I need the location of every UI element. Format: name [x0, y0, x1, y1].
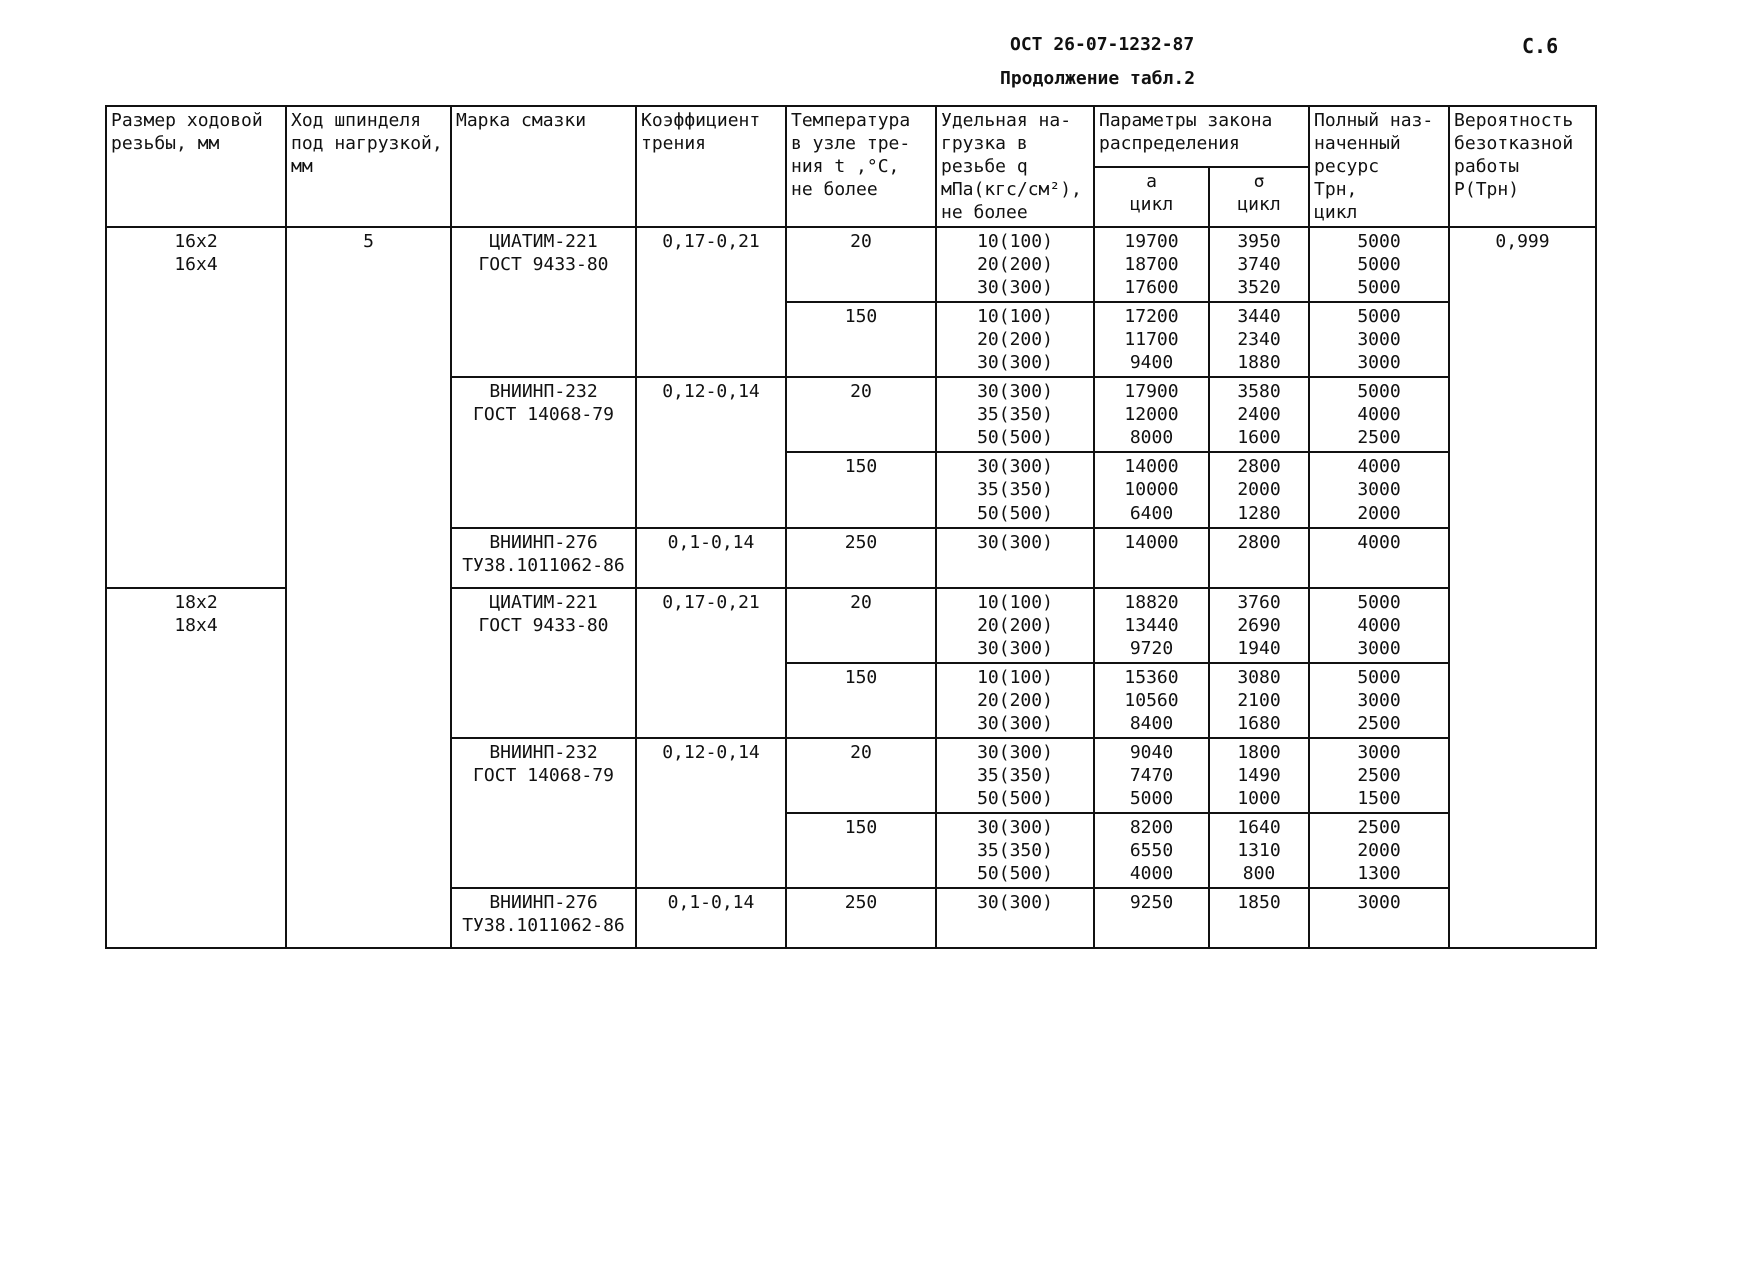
param-a-cell-lines [1099, 666, 1204, 735]
param-a-cell-line: 7470 [1129, 764, 1174, 786]
grease-brand-cell-lines [456, 380, 631, 426]
param-a-cell [1094, 227, 1209, 302]
load-cell-line: 20(200) [977, 254, 1053, 276]
load-cell-line: 35(350) [977, 479, 1053, 501]
resource-cell [1309, 888, 1449, 948]
load-cell-line: 20(200) [977, 689, 1053, 711]
grease-brand-cell-lines [456, 230, 631, 276]
load-cell-line: 30(300) [977, 277, 1053, 299]
thread-size-cell [106, 588, 286, 948]
resource-cell-line: 2500 [1357, 764, 1401, 786]
param-sigma-cell-line: 1940 [1237, 637, 1281, 659]
friction-cell: 0,1-0,14 [636, 888, 786, 948]
grease-brand-cell-lines [456, 531, 631, 577]
param-sigma-cell-line: 3740 [1237, 254, 1281, 276]
resource-cell-line: 3000 [1357, 479, 1401, 501]
header-row [106, 106, 1596, 167]
param-a-cell [1094, 813, 1209, 888]
load-cell-line: 50(500) [977, 862, 1053, 884]
param-a-cell-lines [1099, 305, 1204, 374]
param-a-cell-line: 9720 [1129, 637, 1174, 659]
param-sigma-cell-lines [1214, 666, 1304, 735]
param-a-cell-lines [1099, 891, 1204, 914]
resource-cell-line: 3000 [1357, 689, 1401, 711]
friction-cell: 0,17-0,21 [636, 588, 786, 738]
header-friction-coefficient-line: трения [641, 133, 707, 155]
load-cell-lines [941, 305, 1089, 374]
grease-brand-cell-line: ВНИИНП-276 [489, 891, 598, 913]
param-a-cell [1094, 888, 1209, 948]
header-assigned-resource-line: Трн, [1314, 179, 1358, 201]
param-sigma-cell-lines [1214, 230, 1304, 299]
param-a-cell-line: 18820 [1124, 591, 1179, 613]
load-cell-line: 50(500) [977, 427, 1053, 449]
header-temperature-line: ния t ,°C, [791, 156, 900, 178]
param-a-cell-line: 11700 [1124, 329, 1179, 351]
grease-brand-cell-line: ГОСТ 9433-80 [478, 254, 609, 276]
grease-brand-cell [451, 588, 636, 738]
header-temperature-line: не более [791, 179, 878, 201]
param-a-cell [1094, 377, 1209, 452]
resource-cell-line: 2000 [1357, 839, 1401, 861]
load-cell-line: 10(100) [977, 591, 1053, 613]
param-sigma-cell-line: 1640 [1237, 816, 1281, 838]
param-sigma-cell [1209, 227, 1309, 302]
resource-cell-line: 2000 [1357, 502, 1401, 524]
thread-size-cell-lines [111, 230, 281, 276]
friction-cell: 0,1-0,14 [636, 528, 786, 588]
load-cell [936, 813, 1094, 888]
header-spindle-stroke-lines [291, 109, 446, 178]
grease-brand-cell-line: ГОСТ 14068-79 [473, 404, 614, 426]
resource-cell-line: 5000 [1357, 591, 1401, 613]
header-assigned-resource-line: Полный наз- [1314, 110, 1434, 131]
header-assigned-resource-line: наченный [1314, 133, 1401, 155]
load-cell [936, 377, 1094, 452]
resource-cell [1309, 528, 1449, 588]
grease-brand-cell [451, 227, 636, 377]
resource-cell [1309, 302, 1449, 377]
param-sigma-cell-lines [1214, 816, 1304, 885]
temperature-cell: 20 [786, 588, 936, 663]
param-a-cell-line: 17900 [1124, 381, 1179, 403]
header-spindle-stroke-line: под нагрузкой, [291, 133, 443, 155]
param-a-cell-line: 6550 [1129, 839, 1174, 861]
grease-brand-cell-line: ТУ38.1011062-86 [462, 914, 625, 936]
param-a-cell-line: 14000 [1124, 456, 1179, 478]
grease-brand-cell-line: ГОСТ 9433-80 [478, 614, 609, 636]
resource-cell-lines [1314, 591, 1444, 660]
temperature-cell: 20 [786, 377, 936, 452]
friction-cell: 0,12-0,14 [636, 377, 786, 527]
grease-brand-cell-line: ТУ38.1011062-86 [462, 554, 625, 576]
param-a-cell-line: 10000 [1124, 479, 1179, 501]
header-temperature-line: в узле тре- [791, 133, 911, 155]
resource-cell-line: 3000 [1357, 352, 1401, 374]
param-sigma-cell-line: 1800 [1237, 741, 1281, 763]
header-reliability-probability-line: безотказной [1454, 133, 1574, 155]
load-cell-line: 30(300) [977, 637, 1053, 659]
load-cell-line: 30(300) [977, 891, 1053, 913]
resource-cell-line: 2500 [1357, 712, 1401, 734]
param-sigma-cell-line: 1600 [1237, 427, 1281, 449]
header-param-a-line: а [1146, 170, 1157, 192]
resource-cell-line: 5000 [1357, 666, 1401, 688]
param-sigma-cell-line: 1310 [1237, 839, 1281, 861]
load-cell-line: 30(300) [977, 352, 1053, 374]
header-friction-coefficient-lines [641, 109, 781, 155]
param-sigma-cell [1209, 452, 1309, 527]
header-spindle-stroke-line: Ход шпинделя [291, 110, 422, 131]
header-friction-coefficient-line: Коэффициент [641, 110, 761, 131]
header-reliability-probability-line: Вероятность [1454, 110, 1574, 131]
header-param-sigma-line: σ [1253, 170, 1265, 192]
probability-cell: 0,999 [1449, 227, 1596, 948]
header-specific-load-line: грузка в [941, 133, 1028, 155]
header-reliability-probability-line: Р(Трн) [1454, 179, 1520, 201]
header-specific-load [936, 106, 1094, 227]
param-sigma-cell-line: 3440 [1237, 306, 1281, 328]
load-cell [936, 227, 1094, 302]
resource-cell-lines [1314, 891, 1444, 914]
load-cell [936, 738, 1094, 813]
header-assigned-resource-line: цикл [1314, 202, 1358, 224]
thread-size-cell-line: 16х4 [174, 254, 218, 276]
resource-cell-lines [1314, 531, 1444, 554]
param-a-cell-lines [1099, 380, 1204, 449]
param-sigma-cell [1209, 663, 1309, 738]
param-sigma-cell-line: 1280 [1237, 502, 1281, 524]
grease-brand-cell-lines [456, 741, 631, 787]
header-assigned-resource-line: ресурс [1314, 156, 1380, 178]
friction-cell: 0,12-0,14 [636, 738, 786, 888]
header-thread-size-lines [111, 109, 281, 155]
param-a-cell-lines [1099, 230, 1204, 299]
thread-size-cell-line: 18х2 [174, 591, 218, 613]
resource-cell-line: 3000 [1357, 741, 1401, 763]
resource-cell-line: 4000 [1357, 456, 1401, 478]
temperature-cell: 250 [786, 888, 936, 948]
resource-cell [1309, 813, 1449, 888]
load-cell-lines [941, 741, 1089, 810]
resource-cell-lines [1314, 666, 1444, 735]
load-cell-line: 35(350) [977, 839, 1053, 861]
header-reliability-probability-lines [1454, 109, 1591, 201]
document-code: ОСТ 26-07-1232-87 [1010, 34, 1195, 55]
resource-cell-lines [1314, 380, 1444, 449]
param-sigma-cell-line: 3760 [1237, 591, 1281, 613]
header-spindle-stroke [286, 106, 451, 227]
param-a-cell [1094, 452, 1209, 527]
resource-cell [1309, 227, 1449, 302]
header-thread-size [106, 106, 286, 227]
resource-cell-line: 1500 [1357, 787, 1401, 809]
resource-cell-line: 5000 [1357, 277, 1401, 299]
param-sigma-cell-line: 2000 [1237, 479, 1281, 501]
table-continuation-caption: Продолжение табл.2 [1000, 68, 1196, 89]
header-friction-coefficient [636, 106, 786, 227]
resource-cell-lines [1314, 455, 1444, 524]
param-a-cell-line: 19700 [1124, 231, 1179, 253]
param-a-cell [1094, 588, 1209, 663]
param-a-cell-line: 8400 [1129, 712, 1174, 734]
temperature-cell: 20 [786, 227, 936, 302]
param-a-cell-line: 15360 [1124, 666, 1179, 688]
load-cell-line: 30(300) [977, 816, 1053, 838]
header-specific-load-lines [941, 109, 1089, 224]
resource-cell-line: 5000 [1357, 381, 1401, 403]
param-a-cell-line: 13440 [1124, 614, 1179, 636]
param-sigma-cell-line: 1000 [1237, 787, 1281, 809]
header-thread-size-line: Размер ходовой [111, 110, 263, 131]
header-param-sigma-lines [1214, 170, 1304, 216]
param-sigma-cell-line: 1880 [1237, 352, 1281, 374]
header-distribution-params [1094, 106, 1309, 167]
load-cell-line: 30(300) [977, 741, 1053, 763]
load-cell-line: 10(100) [977, 306, 1053, 328]
resource-cell-lines [1314, 230, 1444, 299]
grease-brand-cell-line: ВНИИНП-232 [489, 741, 598, 763]
resource-cell [1309, 377, 1449, 452]
resource-cell-line: 4000 [1357, 404, 1401, 426]
load-cell-lines [941, 380, 1089, 449]
param-sigma-cell-lines [1214, 741, 1304, 810]
load-cell-line: 20(200) [977, 614, 1053, 636]
load-cell [936, 588, 1094, 663]
header-temperature-line: Температура [791, 110, 911, 131]
header-param-sigma [1209, 167, 1309, 228]
param-sigma-cell [1209, 302, 1309, 377]
resource-cell-line: 2500 [1357, 427, 1401, 449]
param-sigma-cell-line: 2340 [1237, 329, 1281, 351]
param-a-cell-line: 17600 [1124, 277, 1179, 299]
param-sigma-cell-line: 3580 [1237, 381, 1281, 403]
page-number: С.6 [1522, 34, 1559, 58]
param-a-cell-line: 8200 [1129, 816, 1174, 838]
load-cell-lines [941, 816, 1089, 885]
param-sigma-cell-lines [1214, 380, 1304, 449]
param-sigma-cell [1209, 813, 1309, 888]
header-specific-load-line: резьбе q [941, 156, 1028, 178]
param-sigma-cell-lines [1214, 591, 1304, 660]
spindle-stroke-cell: 5 [286, 227, 451, 948]
param-a-cell-lines [1099, 816, 1204, 885]
load-cell-lines [941, 455, 1089, 524]
param-a-cell [1094, 663, 1209, 738]
header-distribution-params-line: Параметры закона [1099, 110, 1273, 131]
param-sigma-cell [1209, 588, 1309, 663]
resource-cell-line: 1300 [1357, 862, 1401, 884]
load-cell-lines [941, 591, 1089, 660]
load-cell [936, 663, 1094, 738]
resource-cell-line: 2500 [1357, 816, 1401, 838]
param-sigma-cell-lines [1214, 305, 1304, 374]
header-reliability-probability [1449, 106, 1596, 227]
load-cell-lines [941, 531, 1089, 554]
grease-brand-cell-lines [456, 591, 631, 637]
param-a-cell-line: 9250 [1129, 891, 1174, 913]
param-a-cell-line: 9400 [1129, 352, 1174, 374]
resource-cell [1309, 663, 1449, 738]
resource-cell-line: 4000 [1357, 614, 1401, 636]
param-a-cell-line: 14000 [1124, 531, 1179, 553]
header-distribution-params-lines [1099, 109, 1304, 155]
grease-brand-cell [451, 528, 636, 588]
load-cell-line: 35(350) [977, 764, 1053, 786]
grease-brand-cell-line: ЦИАТИМ-221 [489, 591, 598, 613]
param-sigma-cell-line: 2100 [1237, 689, 1281, 711]
resource-cell [1309, 588, 1449, 663]
param-a-cell [1094, 302, 1209, 377]
header-spindle-stroke-line: мм [291, 156, 313, 178]
header-param-a [1094, 167, 1209, 228]
resource-cell-lines [1314, 741, 1444, 810]
resource-cell [1309, 738, 1449, 813]
param-a-cell-line: 6400 [1129, 502, 1174, 524]
param-a-cell-lines [1099, 591, 1204, 660]
param-sigma-cell-lines [1214, 531, 1304, 554]
header-param-a-line: цикл [1129, 193, 1174, 215]
load-cell-line: 10(100) [977, 231, 1053, 253]
param-sigma-cell-line: 800 [1242, 862, 1276, 884]
resource-cell [1309, 452, 1449, 527]
header-temperature-lines [791, 109, 931, 201]
header-grease-brand-line: Марка смазки [456, 110, 587, 131]
param-a-cell-lines [1099, 741, 1204, 810]
thread-size-cell-line: 16х2 [174, 231, 218, 253]
param-a-cell-lines [1099, 531, 1204, 554]
load-cell-line: 20(200) [977, 329, 1053, 351]
header-reliability-probability-line: работы [1454, 156, 1520, 178]
load-cell [936, 888, 1094, 948]
thread-size-cell-lines [111, 591, 281, 637]
grease-brand-cell [451, 888, 636, 948]
friction-cell: 0,17-0,21 [636, 227, 786, 377]
param-sigma-cell-lines [1214, 891, 1304, 914]
param-sigma-cell-line: 1850 [1237, 891, 1281, 913]
param-sigma-cell-line: 3520 [1237, 277, 1281, 299]
resource-cell-line: 5000 [1357, 306, 1401, 328]
table-row [106, 227, 1596, 302]
resource-cell-line: 5000 [1357, 254, 1401, 276]
load-cell [936, 528, 1094, 588]
temperature-cell: 150 [786, 302, 936, 377]
param-a-cell [1094, 738, 1209, 813]
lubrication-reliability-table [105, 105, 1597, 949]
param-a-cell-line: 12000 [1124, 404, 1179, 426]
load-cell-line: 30(300) [977, 531, 1053, 553]
grease-brand-cell-line: ВНИИНП-232 [489, 381, 598, 403]
param-sigma-cell-line: 3950 [1237, 231, 1281, 253]
header-param-sigma-line: цикл [1237, 193, 1281, 215]
load-cell-line: 50(500) [977, 502, 1053, 524]
param-sigma-cell [1209, 738, 1309, 813]
param-sigma-cell-line: 1680 [1237, 712, 1281, 734]
param-sigma-cell-line: 1490 [1237, 764, 1281, 786]
load-cell-line: 35(350) [977, 404, 1053, 426]
load-cell [936, 452, 1094, 527]
param-sigma-cell [1209, 528, 1309, 588]
grease-brand-cell-line: ВНИИНП-276 [489, 531, 598, 553]
header-assigned-resource [1309, 106, 1449, 227]
load-cell-line: 50(500) [977, 787, 1053, 809]
resource-cell-line: 3000 [1357, 329, 1401, 351]
resource-cell-line: 3000 [1357, 637, 1401, 659]
param-sigma-cell-line: 2400 [1237, 404, 1281, 426]
resource-cell-line: 4000 [1357, 531, 1401, 553]
thread-size-cell [106, 227, 286, 587]
header-thread-size-line: резьбы, мм [111, 133, 220, 155]
param-a-cell [1094, 528, 1209, 588]
header-temperature [786, 106, 936, 227]
param-a-cell-line: 10560 [1124, 689, 1179, 711]
grease-brand-cell-line: ЦИАТИМ-221 [489, 231, 598, 253]
resource-cell-lines [1314, 305, 1444, 374]
header-distribution-params-line: распределения [1099, 133, 1240, 155]
temperature-cell: 150 [786, 813, 936, 888]
param-a-cell-line: 17200 [1124, 306, 1179, 328]
load-cell-line: 10(100) [977, 666, 1053, 688]
header-assigned-resource-lines [1314, 109, 1444, 224]
param-sigma-cell [1209, 377, 1309, 452]
load-cell-line: 30(300) [977, 381, 1053, 403]
grease-brand-cell [451, 738, 636, 888]
thread-size-cell-line: 18х4 [174, 614, 218, 636]
grease-brand-cell [451, 377, 636, 527]
param-a-cell-line: 5000 [1129, 787, 1174, 809]
resource-cell-lines [1314, 816, 1444, 885]
param-a-cell-line: 4000 [1129, 862, 1174, 884]
load-cell-line: 30(300) [977, 712, 1053, 734]
load-cell-lines [941, 230, 1089, 299]
resource-cell-line: 3000 [1357, 891, 1401, 913]
header-specific-load-line: Удельная на- [941, 110, 1072, 131]
param-sigma-cell-line: 2800 [1237, 531, 1281, 553]
grease-brand-cell-lines [456, 891, 631, 937]
temperature-cell: 250 [786, 528, 936, 588]
temperature-cell: 20 [786, 738, 936, 813]
load-cell-lines [941, 891, 1089, 914]
header-param-a-lines [1099, 170, 1204, 216]
temperature-cell: 150 [786, 663, 936, 738]
param-sigma-cell-line: 2690 [1237, 614, 1281, 636]
grease-brand-cell-line: ГОСТ 14068-79 [473, 764, 614, 786]
param-a-cell-lines [1099, 455, 1204, 524]
header-specific-load-line: мПа(кгс/см²), [941, 179, 1082, 201]
header-specific-load-line: не более [941, 202, 1028, 224]
temperature-cell: 150 [786, 452, 936, 527]
load-cell-lines [941, 666, 1089, 735]
param-a-cell-line: 18700 [1124, 254, 1179, 276]
load-cell [936, 302, 1094, 377]
header-grease-brand-lines [456, 109, 631, 132]
param-sigma-cell-line: 2800 [1237, 456, 1281, 478]
param-sigma-cell-line: 3080 [1237, 666, 1281, 688]
header-grease-brand [451, 106, 636, 227]
param-sigma-cell [1209, 888, 1309, 948]
param-a-cell-line: 9040 [1129, 741, 1174, 763]
param-sigma-cell-lines [1214, 455, 1304, 524]
resource-cell-line: 5000 [1357, 231, 1401, 253]
load-cell-line: 30(300) [977, 456, 1053, 478]
param-a-cell-line: 8000 [1129, 427, 1174, 449]
